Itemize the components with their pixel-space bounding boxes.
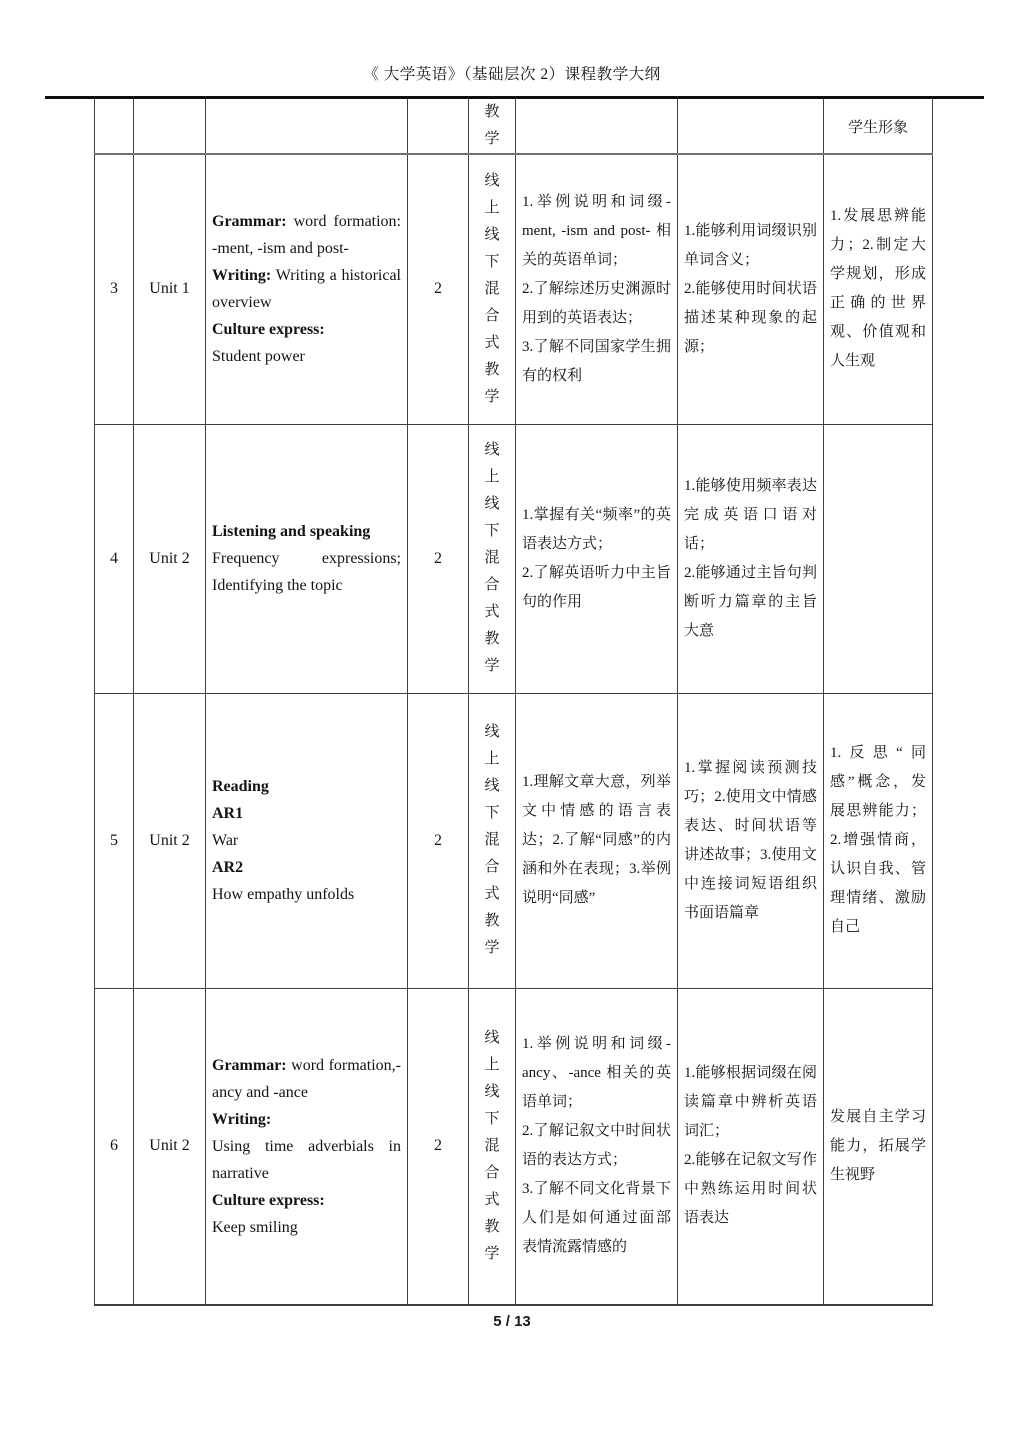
method-vertical-text: 线上线下混合式教学	[484, 172, 500, 405]
content-paragraph: Grammar: word formation: -ment, -ism and post-	[212, 213, 401, 258]
knowledge-objective-item: 1.举例说明和词缀-ment, -ism and post- 相关的英语单词；	[522, 193, 671, 268]
carry-method-text: 教学	[484, 104, 500, 147]
knowledge-objective-item: 1.理解文章大意，列举文中情感的语言表达；2.了解“同感”的内涵和外在表现；3.举例说明“同感”	[522, 774, 671, 906]
syllabus-table	[94, 99, 933, 1306]
carry-unit-cell	[134, 99, 206, 154]
content-cell	[206, 988, 408, 1305]
quality-objectives-cell	[824, 988, 933, 1305]
row-number-cell: 6	[95, 988, 134, 1305]
ability-objective-item: 2.能够使用时间状语描述某种现象的起源；	[684, 280, 817, 355]
course-row	[95, 693, 933, 988]
carry-number-cell	[95, 99, 134, 154]
content-paragraph: Culture express:	[212, 1191, 325, 1209]
ability-objectives-cell	[678, 154, 824, 424]
document-title: 《 大学英语》（基础层次 2）课程教学大纲	[363, 66, 661, 83]
knowledge-objective-item: 2.了解综述历史渊源时用到的英语表达；	[522, 280, 671, 326]
content-cell	[206, 693, 408, 988]
quality-objective-item: 发展自主学习能力，拓展学生视野	[830, 1108, 926, 1183]
hours-cell: 2	[408, 154, 469, 424]
quality-objective-item: 1.反思“同感”概念，发展思辨能力；2.增强情商，认识自我、管理情绪、激励自己	[830, 745, 926, 935]
unit-cell: Unit 2	[134, 424, 206, 693]
ability-objective-item: 1.能够利用词缀识别单词含义；	[684, 222, 817, 268]
method-cell	[469, 988, 516, 1305]
content-paragraph: Frequency expressions; Identifying the topic	[212, 550, 401, 594]
knowledge-objective-item: 2.了解英语听力中主旨句的作用	[522, 564, 671, 610]
carry-hours-cell	[408, 99, 469, 154]
content-paragraph: AR2	[212, 859, 244, 876]
row-number-cell: 5	[95, 693, 134, 988]
carry-content-cell	[206, 99, 408, 154]
content-paragraph: Culture express:	[212, 321, 325, 339]
knowledge-objectives-cell	[516, 154, 678, 424]
carryover-row	[95, 99, 933, 154]
row-number-cell: 4	[95, 424, 134, 693]
method-cell	[469, 424, 516, 693]
carry-values-cell	[824, 99, 933, 154]
unit-cell: Unit 2	[134, 988, 206, 1305]
course-row	[95, 988, 933, 1305]
knowledge-objectives-cell	[516, 424, 678, 693]
carry-method-cell	[469, 99, 516, 154]
unit-cell: Unit 1	[134, 154, 206, 424]
ability-objectives-cell	[678, 693, 824, 988]
content-paragraph: How empathy unfolds	[212, 886, 355, 903]
ability-objective-item: 1.掌握阅读预测技巧；2.使用文中情感表达、时间状语等讲述故事；3.使用文中连接词短语组织书面语篇章	[684, 759, 817, 921]
ability-objectives-cell	[678, 988, 824, 1305]
content-paragraph: AR1	[212, 805, 244, 822]
content-paragraph: Writing: Writing a historical overview	[212, 267, 401, 312]
hours-cell: 2	[408, 424, 469, 693]
method-vertical-text: 线上线下混合式教学	[484, 724, 500, 956]
carry-values-text: 学生形象	[847, 119, 908, 136]
knowledge-objective-item: 1.举例说明和词缀-ancy、-ance 相关的英语单词；	[522, 1036, 671, 1111]
method-vertical-text: 线上线下混合式教学	[484, 442, 500, 674]
method-cell	[469, 693, 516, 988]
content-paragraph: Writing:	[212, 1110, 272, 1128]
knowledge-objectives-cell	[516, 988, 678, 1305]
content-cell	[206, 154, 408, 424]
ability-objective-item: 1.能够根据词缀在阅读篇章中辨析英语词汇；	[684, 1065, 817, 1140]
content-cell	[206, 424, 408, 693]
knowledge-objectives-cell	[516, 693, 678, 988]
syllabus-table-body	[95, 99, 933, 1305]
method-cell	[469, 154, 516, 424]
quality-objective-item: 1.发展思辨能力；2.制定大学规划，形成正确的世界观、价值观和人生观	[830, 208, 926, 370]
course-row	[95, 424, 933, 693]
ability-objective-item: 1.能够使用频率表达完成英语口语对话；	[684, 477, 817, 552]
carry-knowledge-cell	[516, 99, 678, 154]
page-number: 5 / 13	[493, 1313, 531, 1330]
unit-cell: Unit 2	[134, 693, 206, 988]
ability-objectives-cell	[678, 424, 824, 693]
ability-objective-item: 2.能够在记叙文写作中熟练运用时间状语表达	[684, 1152, 817, 1227]
quality-objectives-cell	[824, 154, 933, 424]
knowledge-objective-item: 2.了解记叙文中时间状语的表达方式；	[522, 1123, 671, 1169]
content-paragraph: Listening and speaking	[212, 523, 371, 540]
content-paragraph: Using time adverbials in narrative	[212, 1137, 401, 1182]
row-number-cell: 3	[95, 154, 134, 424]
carry-ability-cell	[678, 99, 824, 154]
quality-objectives-cell	[824, 693, 933, 988]
knowledge-objective-item: 3.了解不同国家学生拥有的权利	[522, 338, 671, 384]
content-paragraph: War	[212, 832, 239, 849]
content-paragraph: Keep smiling	[212, 1218, 298, 1236]
hours-cell: 2	[408, 693, 469, 988]
method-vertical-text: 线上线下混合式教学	[484, 1029, 500, 1262]
hours-cell: 2	[408, 988, 469, 1305]
course-row	[95, 154, 933, 424]
knowledge-objective-item: 3.了解不同文化背景下人们是如何通过面部表情流露情感的	[522, 1181, 671, 1256]
content-paragraph: Reading	[212, 778, 269, 795]
content-paragraph: Grammar: word formation,-ancy and -ance	[212, 1056, 401, 1101]
ability-objective-item: 2.能够通过主旨句判断听力篇章的主旨大意	[684, 564, 817, 639]
knowledge-objective-item: 1.掌握有关“频率”的英语表达方式；	[522, 506, 671, 552]
quality-objectives-cell	[824, 424, 933, 693]
content-paragraph: Student power	[212, 348, 305, 366]
